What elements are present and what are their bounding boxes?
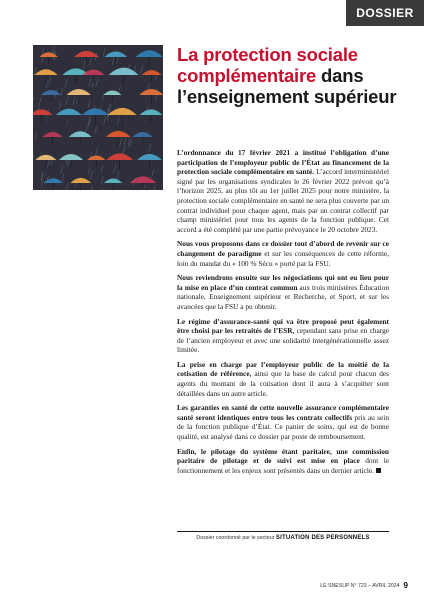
title-rest: dans l’enseignement supérieur — [177, 65, 397, 107]
paragraph-lead: La prise en charge par l’employeur public de la moitié de la cotisation de référence, — [177, 359, 389, 379]
paragraph-lead: Nous vous proposons dans ce dossier tout d’abord de revenir sur ce changement de paradigme — [177, 239, 389, 258]
credit-sector: SITUATION DES PERSONNELS — [275, 535, 370, 541]
paragraph-6 — [177, 403, 389, 441]
paragraph-text: et sur les conséquences de cette réforme, loin du mandat du « 100 % Sécu » porté par la FSU. — [177, 248, 389, 268]
issue-info: LE SNESUP N° 723 – AVRIL 2024 — [320, 582, 400, 589]
paragraph-lead: Enfin, le pilotage du système étant paritaire, une commission paritaire de pilotage et de suivi est mise en place — [177, 446, 389, 466]
paragraph-lead: Nous reviendrons ensuite sur les négociations qui ont eu lieu pour la mise en place d’un contrat commun — [177, 273, 389, 292]
umbrellas-artwork — [33, 45, 163, 190]
section-tag: DOSSIER — [346, 0, 424, 26]
paragraph-lead: Le régime d’assurance-santé qui va être proposé peut également être choisi par les retraités de l’ESR, — [177, 316, 389, 336]
paragraph-4 — [177, 317, 389, 355]
paragraph-text: aux trois ministères Éducation nationale, Enseignement supérieur et Recherche, et Sport, et sur les avancées que la FSU a pu obtenir. — [177, 282, 389, 311]
paragraph-lead: Les garanties en santé de cette nouvelle assurance complémentaire santé seront identiques entre tous les contrats collectifs — [177, 403, 389, 422]
paragraph-text: L’accord interministériel signé par les organisations syndicales le 26 février 2022 prévoit qu’à l’horizon 2025, au plus tôt au 1er juillet 2025 pour notre ministère, la protection sociale complémentaire en santé ne sera plus couverte par un contrat individuel pour chaque agent, mais par un contrat collectif par champ ministériel pour tous les agents de la fonction publique. Cet accord a été complété par une partie prévoyance le 20 octobre 2023. — [177, 167, 389, 234]
article-body — [177, 148, 389, 480]
paragraph-text: ainsi que la base de calcul pour chacun des agents du montant de la cotisation dont il aura à s’acquitter sont détaillées dans un autre article. — [177, 369, 389, 398]
paragraph-5 — [177, 360, 389, 398]
paragraph-1 — [177, 148, 389, 234]
umbrellas-illustration — [33, 45, 163, 190]
article-title — [177, 44, 403, 107]
paragraph-3 — [177, 273, 389, 311]
paragraph-text: cependant sans prise en charge de l’ancien employeur et avec une solidarité intergénérationnelle assez limitée. — [177, 326, 390, 355]
title-highlight: La protection sociale complémentaire — [177, 44, 358, 86]
paragraph-7 — [177, 447, 389, 476]
paragraph-text: dont le fonctionnement et les enjeux sont présentés dans un dernier article. — [177, 456, 389, 475]
credit-prefix: Dossier coordonné par le secteur — [196, 535, 276, 541]
page-footer — [320, 581, 408, 590]
dossier-credit — [177, 531, 389, 541]
end-of-article-mark — [376, 468, 381, 473]
paragraph-text: pris au sein de la fonction publique d’État. Ce panier de soins, qui est de bonne qualité, est analysé dans ce dossier par poste de remboursement. — [177, 412, 389, 442]
paragraph-lead: L’ordonnance du 17 février 2021 a institué l’obligation d’une participation de l’employeur public de l’État au financement de la protection sociale complémentaire en santé. — [177, 148, 389, 177]
paragraph-2 — [177, 239, 389, 268]
page-number: 9 — [403, 581, 408, 590]
